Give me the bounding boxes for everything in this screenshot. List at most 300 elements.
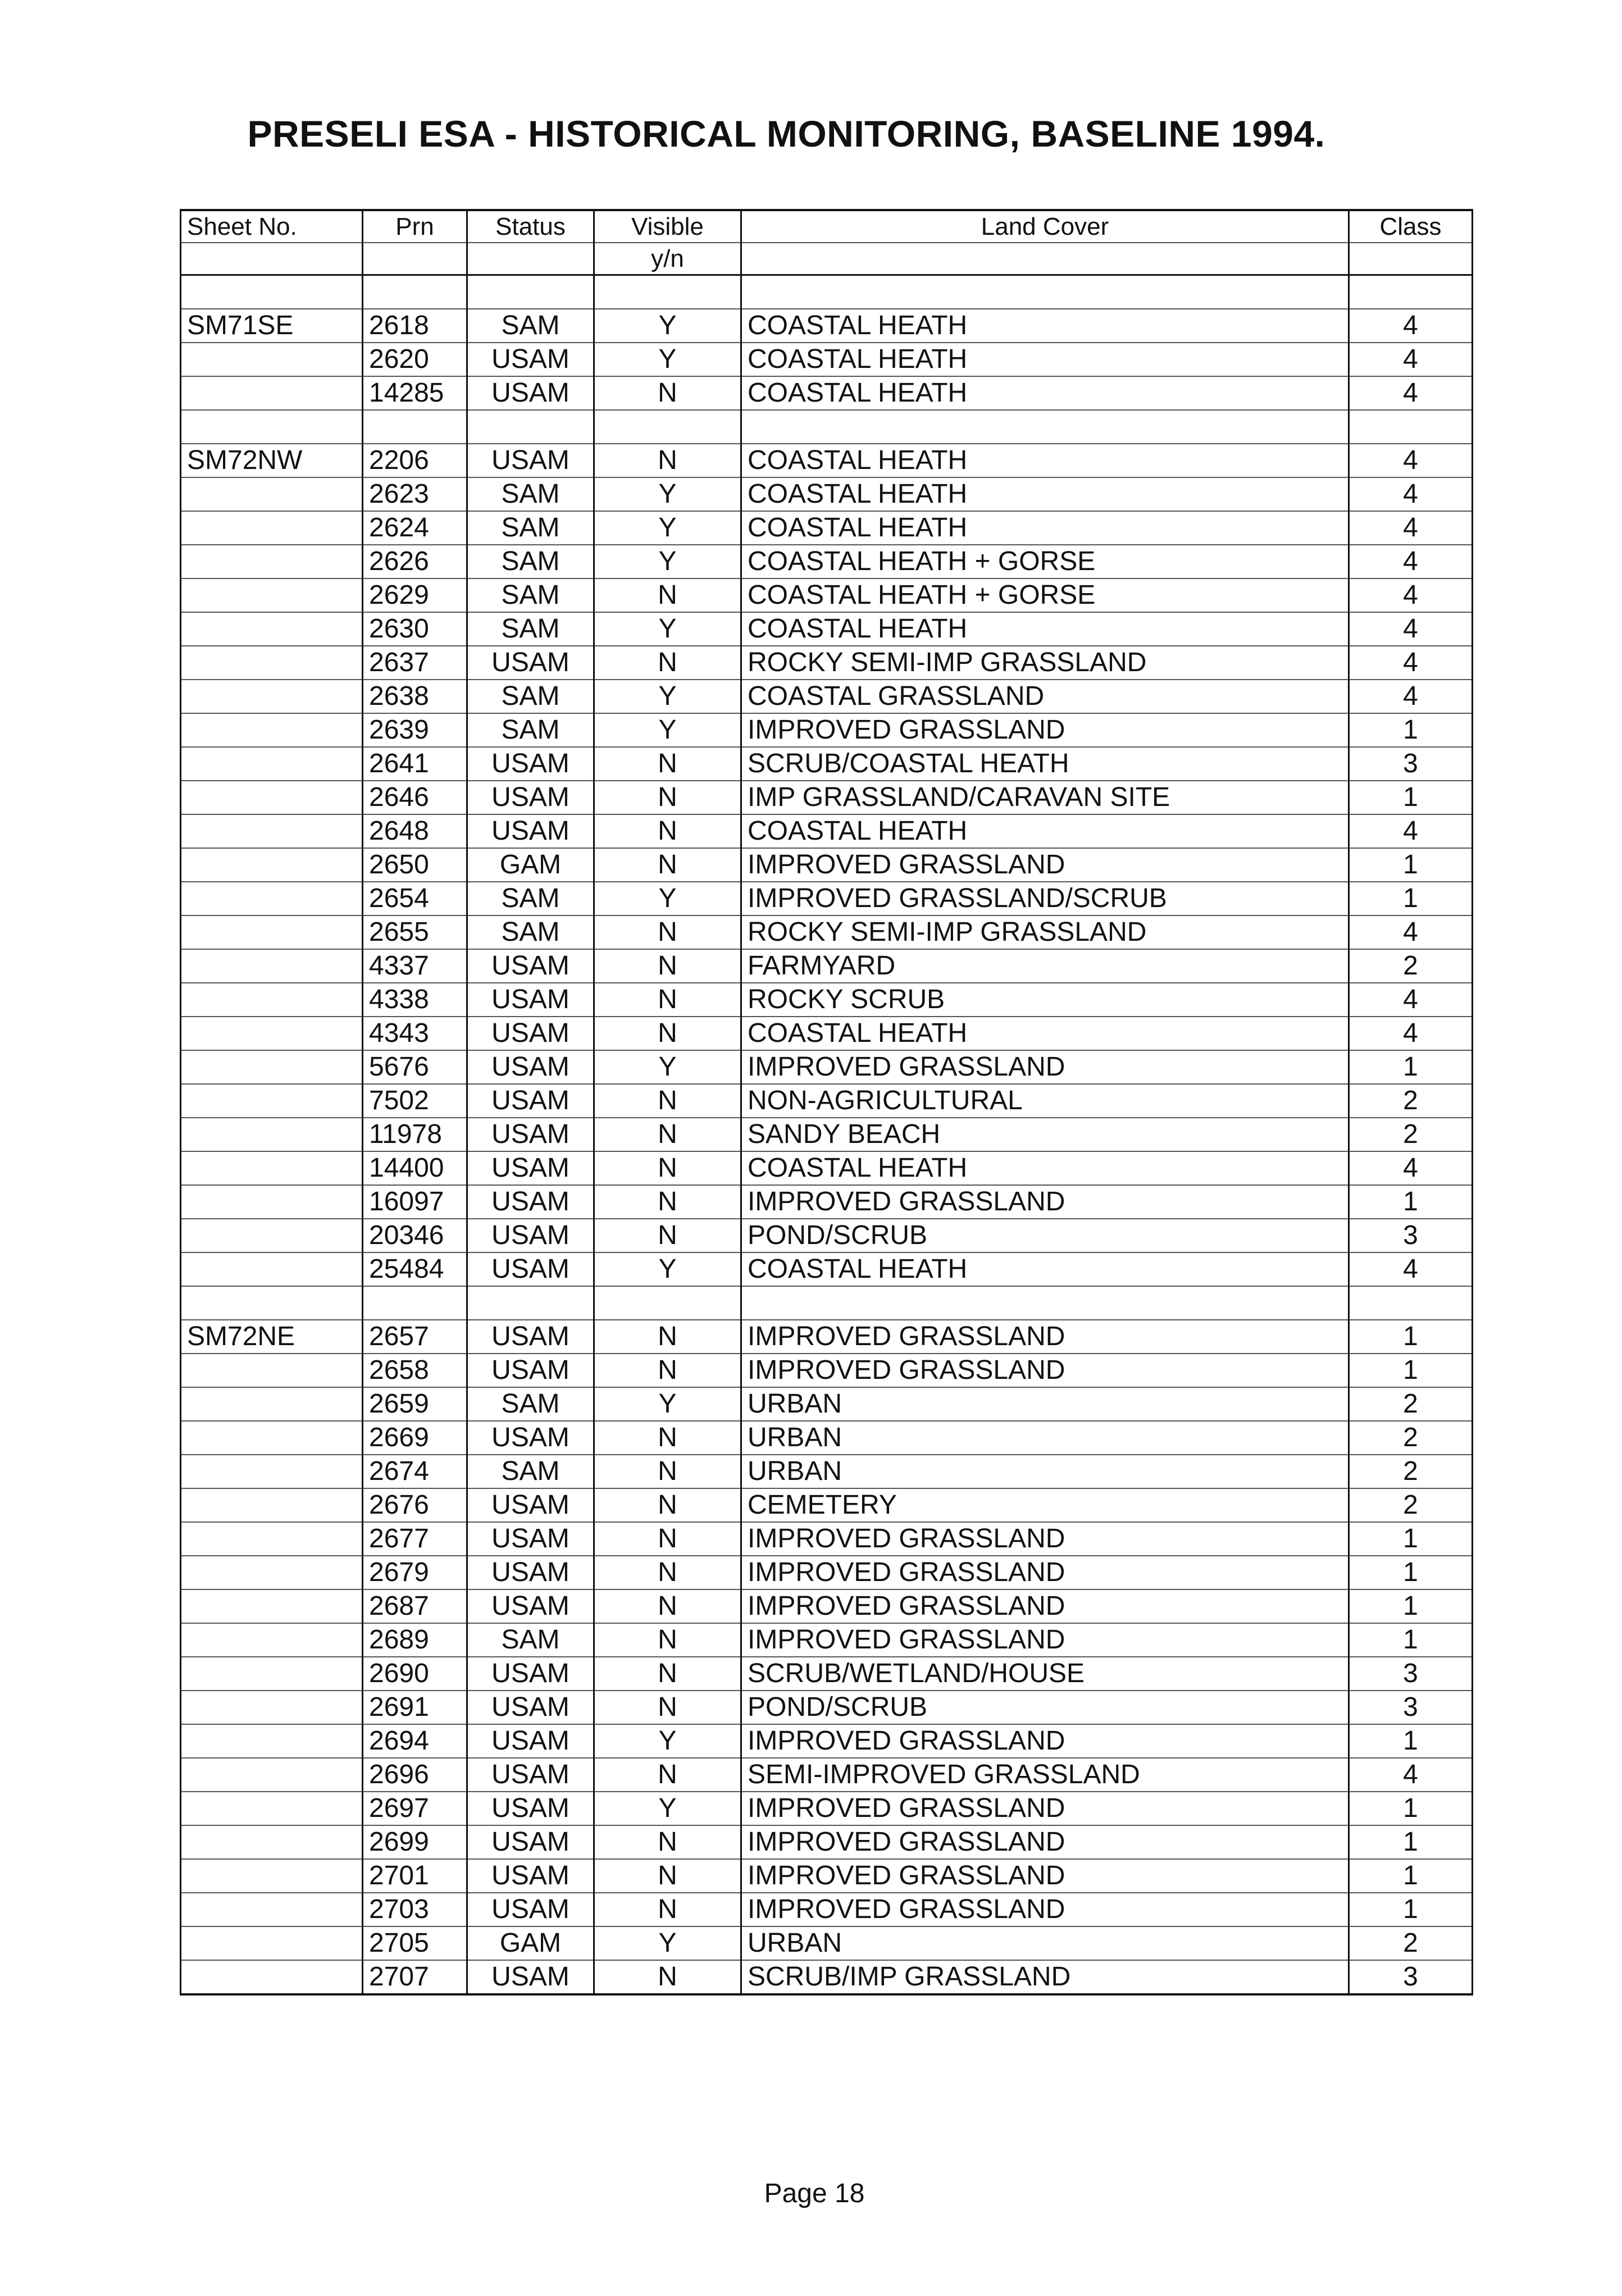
cell-status: USAM (467, 1589, 594, 1623)
cell-prn: 2703 (363, 1893, 467, 1926)
cell-land-cover: COASTAL HEATH (741, 343, 1349, 376)
table-row (181, 680, 1473, 713)
cell-land-cover: POND/SCRUB (741, 1691, 1349, 1724)
cell-status: USAM (467, 1084, 594, 1118)
cell-sheet-empty (181, 1926, 363, 1960)
cell-visible: N (594, 1691, 741, 1724)
cell-class: 2 (1349, 1421, 1473, 1455)
cell-land-cover: URBAN (741, 1421, 1349, 1455)
header-sub-empty (363, 243, 467, 275)
cell-prn: 2623 (363, 477, 467, 511)
cell-visible: N (594, 376, 741, 410)
cell-land-cover: COASTAL HEATH (741, 309, 1349, 343)
table-row (181, 1084, 1473, 1118)
cell-sheet-empty (181, 915, 363, 949)
cell-status: USAM (467, 949, 594, 983)
cell-status: SAM (467, 882, 594, 915)
cell-status: USAM (467, 1151, 594, 1185)
cell-class: 4 (1349, 578, 1473, 612)
cell-sheet-empty (181, 1758, 363, 1792)
cell-status: USAM (467, 1556, 594, 1589)
cell-class: 4 (1349, 983, 1473, 1017)
cell-sheet-no: SM71SE (181, 309, 363, 343)
spacer-row (181, 1286, 1473, 1320)
cell-land-cover: ROCKY SCRUB (741, 983, 1349, 1017)
cell-visible: N (594, 1556, 741, 1589)
table-row (181, 1893, 1473, 1926)
cell-visible: N (594, 1219, 741, 1252)
table-row (181, 1185, 1473, 1219)
header-visible: Visible (594, 210, 741, 243)
cell-prn: 2655 (363, 915, 467, 949)
cell-sheet-empty (181, 747, 363, 781)
cell-land-cover: ROCKY SEMI-IMP GRASSLAND (741, 646, 1349, 680)
cell-visible: N (594, 1859, 741, 1893)
header-sheet-no: Sheet No. (181, 210, 363, 243)
cell-visible: N (594, 1589, 741, 1623)
table-row (181, 343, 1473, 376)
cell-class: 2 (1349, 1084, 1473, 1118)
cell-class: 1 (1349, 1623, 1473, 1657)
cell-visible: N (594, 747, 741, 781)
cell-prn: 2637 (363, 646, 467, 680)
table-row (181, 713, 1473, 747)
cell-status: SAM (467, 612, 594, 646)
cell-prn: 25484 (363, 1252, 467, 1286)
cell-visible: Y (594, 1252, 741, 1286)
cell-sheet-empty (181, 545, 363, 578)
cell-class: 4 (1349, 646, 1473, 680)
header-prn: Prn (363, 210, 467, 243)
cell-land-cover: COASTAL HEATH (741, 1151, 1349, 1185)
cell-class: 1 (1349, 848, 1473, 882)
cell-class: 3 (1349, 747, 1473, 781)
table-row (181, 1657, 1473, 1691)
table-row (181, 1556, 1473, 1589)
cell-visible: N (594, 1185, 741, 1219)
cell-status: USAM (467, 1792, 594, 1825)
cell-sheet-empty (181, 1185, 363, 1219)
cell-class: 4 (1349, 1151, 1473, 1185)
cell-land-cover: IMPROVED GRASSLAND (741, 1320, 1349, 1354)
cell-sheet-empty (181, 983, 363, 1017)
spacer-cell (467, 410, 594, 444)
cell-land-cover: COASTAL HEATH (741, 814, 1349, 848)
table-row (181, 1488, 1473, 1522)
spacer-cell (594, 1286, 741, 1320)
cell-visible: N (594, 781, 741, 814)
cell-visible: Y (594, 309, 741, 343)
cell-status: USAM (467, 1320, 594, 1354)
cell-sheet-empty (181, 713, 363, 747)
cell-class: 1 (1349, 1724, 1473, 1758)
cell-prn: 2650 (363, 848, 467, 882)
spacer-cell (741, 275, 1349, 309)
cell-class: 2 (1349, 949, 1473, 983)
cell-class: 2 (1349, 1488, 1473, 1522)
cell-sheet-empty (181, 680, 363, 713)
table-row (181, 1825, 1473, 1859)
table-row (181, 511, 1473, 545)
cell-class: 1 (1349, 1893, 1473, 1926)
cell-visible: N (594, 578, 741, 612)
table-row (181, 1960, 1473, 1994)
table-row (181, 646, 1473, 680)
cell-prn: 2677 (363, 1522, 467, 1556)
cell-class: 4 (1349, 680, 1473, 713)
cell-sheet-empty (181, 1252, 363, 1286)
spacer-row (181, 410, 1473, 444)
cell-class: 4 (1349, 915, 1473, 949)
cell-land-cover: URBAN (741, 1387, 1349, 1421)
cell-visible: N (594, 1017, 741, 1050)
monitoring-table (180, 209, 1473, 1996)
table-row (181, 1151, 1473, 1185)
cell-land-cover: COASTAL HEATH (741, 612, 1349, 646)
cell-land-cover: NON-AGRICULTURAL (741, 1084, 1349, 1118)
cell-status: GAM (467, 1926, 594, 1960)
cell-prn: 2705 (363, 1926, 467, 1960)
spacer-cell (1349, 410, 1473, 444)
spacer-row (181, 275, 1473, 309)
cell-sheet-empty (181, 1421, 363, 1455)
cell-prn: 14285 (363, 376, 467, 410)
cell-class: 1 (1349, 1825, 1473, 1859)
cell-prn: 2646 (363, 781, 467, 814)
spacer-cell (741, 410, 1349, 444)
table-row (181, 1926, 1473, 1960)
cell-sheet-empty (181, 646, 363, 680)
header-class: Class (1349, 210, 1473, 243)
cell-visible: N (594, 1522, 741, 1556)
table-row (181, 612, 1473, 646)
cell-prn: 16097 (363, 1185, 467, 1219)
cell-sheet-empty (181, 612, 363, 646)
cell-sheet-empty (181, 1151, 363, 1185)
cell-sheet-empty (181, 1556, 363, 1589)
cell-prn: 4343 (363, 1017, 467, 1050)
cell-prn: 2624 (363, 511, 467, 545)
table-row (181, 1421, 1473, 1455)
cell-status: SAM (467, 915, 594, 949)
cell-visible: Y (594, 882, 741, 915)
cell-land-cover: IMPROVED GRASSLAND (741, 1185, 1349, 1219)
table-row (181, 814, 1473, 848)
cell-prn: 2674 (363, 1455, 467, 1488)
spacer-cell (594, 275, 741, 309)
table-row (181, 1691, 1473, 1724)
table-row (181, 578, 1473, 612)
cell-land-cover: IMP GRASSLAND/CARAVAN SITE (741, 781, 1349, 814)
cell-prn: 2697 (363, 1792, 467, 1825)
cell-sheet-empty (181, 1017, 363, 1050)
cell-status: USAM (467, 747, 594, 781)
cell-sheet-empty (181, 1219, 363, 1252)
cell-visible: N (594, 1455, 741, 1488)
cell-sheet-empty (181, 1859, 363, 1893)
cell-sheet-empty (181, 1960, 363, 1994)
cell-land-cover: SCRUB/WETLAND/HOUSE (741, 1657, 1349, 1691)
header-visible-sub: y/n (594, 243, 741, 275)
cell-land-cover: SCRUB/IMP GRASSLAND (741, 1960, 1349, 1994)
cell-prn: 20346 (363, 1219, 467, 1252)
cell-prn: 2626 (363, 545, 467, 578)
cell-land-cover: ROCKY SEMI-IMP GRASSLAND (741, 915, 1349, 949)
cell-status: USAM (467, 1657, 594, 1691)
cell-prn: 7502 (363, 1084, 467, 1118)
cell-land-cover: COASTAL HEATH (741, 1252, 1349, 1286)
cell-prn: 2639 (363, 713, 467, 747)
spacer-cell (181, 410, 363, 444)
cell-prn: 2641 (363, 747, 467, 781)
cell-status: SAM (467, 545, 594, 578)
cell-prn: 2629 (363, 578, 467, 612)
cell-status: GAM (467, 848, 594, 882)
table-row (181, 1792, 1473, 1825)
cell-status: SAM (467, 1387, 594, 1421)
cell-prn: 2658 (363, 1354, 467, 1387)
cell-status: USAM (467, 1724, 594, 1758)
table-row (181, 1724, 1473, 1758)
cell-land-cover: FARMYARD (741, 949, 1349, 983)
cell-land-cover: IMPROVED GRASSLAND (741, 1724, 1349, 1758)
cell-visible: N (594, 814, 741, 848)
cell-status: USAM (467, 814, 594, 848)
cell-class: 4 (1349, 343, 1473, 376)
cell-visible: N (594, 848, 741, 882)
cell-status: USAM (467, 646, 594, 680)
cell-visible: Y (594, 1724, 741, 1758)
cell-sheet-empty (181, 1623, 363, 1657)
cell-visible: N (594, 1657, 741, 1691)
cell-visible: N (594, 1488, 741, 1522)
spacer-cell (181, 275, 363, 309)
cell-land-cover: IMPROVED GRASSLAND (741, 1522, 1349, 1556)
cell-status: SAM (467, 713, 594, 747)
monitoring-table-container (180, 209, 1471, 1996)
cell-status: USAM (467, 1758, 594, 1792)
cell-status: USAM (467, 1522, 594, 1556)
cell-land-cover: IMPROVED GRASSLAND (741, 1050, 1349, 1084)
cell-prn: 2620 (363, 343, 467, 376)
table-row (181, 1455, 1473, 1488)
cell-visible: Y (594, 1387, 741, 1421)
table-row (181, 309, 1473, 343)
cell-visible: Y (594, 1050, 741, 1084)
cell-class: 2 (1349, 1455, 1473, 1488)
cell-class: 1 (1349, 781, 1473, 814)
spacer-cell (363, 1286, 467, 1320)
cell-prn: 2630 (363, 612, 467, 646)
table-row (181, 1219, 1473, 1252)
cell-land-cover: COASTAL HEATH + GORSE (741, 578, 1349, 612)
table-row (181, 848, 1473, 882)
cell-land-cover: URBAN (741, 1455, 1349, 1488)
cell-visible: Y (594, 1792, 741, 1825)
spacer-cell (1349, 275, 1473, 309)
cell-class: 3 (1349, 1691, 1473, 1724)
cell-status: SAM (467, 578, 594, 612)
cell-land-cover: IMPROVED GRASSLAND (741, 1623, 1349, 1657)
cell-visible: N (594, 949, 741, 983)
cell-land-cover: IMPROVED GRASSLAND (741, 713, 1349, 747)
cell-sheet-empty (181, 376, 363, 410)
cell-status: USAM (467, 1118, 594, 1151)
cell-land-cover: CEMETERY (741, 1488, 1349, 1522)
cell-sheet-empty (181, 1825, 363, 1859)
cell-land-cover: SANDY BEACH (741, 1118, 1349, 1151)
cell-sheet-empty (181, 1893, 363, 1926)
table-row (181, 376, 1473, 410)
cell-class: 1 (1349, 1859, 1473, 1893)
cell-prn: 5676 (363, 1050, 467, 1084)
cell-visible: N (594, 1151, 741, 1185)
table-row (181, 1320, 1473, 1354)
cell-visible: Y (594, 343, 741, 376)
table-row (181, 1522, 1473, 1556)
cell-class: 1 (1349, 1185, 1473, 1219)
table-row (181, 477, 1473, 511)
cell-class: 2 (1349, 1118, 1473, 1151)
cell-sheet-empty (181, 1724, 363, 1758)
cell-visible: Y (594, 477, 741, 511)
table-row (181, 983, 1473, 1017)
page-title: PRESELI ESA - HISTORICAL MONITORING, BASELINE 1994. (247, 113, 1325, 154)
cell-status: USAM (467, 1825, 594, 1859)
cell-sheet-empty (181, 1522, 363, 1556)
cell-sheet-empty (181, 1084, 363, 1118)
cell-prn: 2679 (363, 1556, 467, 1589)
cell-status: USAM (467, 1219, 594, 1252)
spacer-cell (363, 410, 467, 444)
table-row (181, 1354, 1473, 1387)
cell-prn: 2206 (363, 444, 467, 477)
cell-sheet-empty (181, 848, 363, 882)
cell-class: 1 (1349, 713, 1473, 747)
cell-class: 4 (1349, 1252, 1473, 1286)
cell-class: 1 (1349, 1556, 1473, 1589)
header-sub-empty (467, 243, 594, 275)
cell-land-cover: COASTAL HEATH (741, 511, 1349, 545)
cell-sheet-no: SM72NW (181, 444, 363, 477)
cell-sheet-empty (181, 511, 363, 545)
table-row (181, 1859, 1473, 1893)
cell-status: USAM (467, 444, 594, 477)
cell-class: 4 (1349, 477, 1473, 511)
cell-prn: 2654 (363, 882, 467, 915)
spacer-cell (363, 275, 467, 309)
cell-sheet-empty (181, 578, 363, 612)
spacer-cell (467, 1286, 594, 1320)
cell-class: 4 (1349, 612, 1473, 646)
cell-visible: Y (594, 612, 741, 646)
cell-class: 4 (1349, 309, 1473, 343)
cell-status: USAM (467, 376, 594, 410)
spacer-cell (594, 410, 741, 444)
cell-prn: 2648 (363, 814, 467, 848)
cell-land-cover: SEMI-IMPROVED GRASSLAND (741, 1758, 1349, 1792)
cell-prn: 2669 (363, 1421, 467, 1455)
cell-land-cover: URBAN (741, 1926, 1349, 1960)
cell-prn: 11978 (363, 1118, 467, 1151)
cell-status: USAM (467, 781, 594, 814)
cell-status: SAM (467, 309, 594, 343)
table-row (181, 882, 1473, 915)
cell-prn: 2699 (363, 1825, 467, 1859)
cell-sheet-empty (181, 1118, 363, 1151)
cell-prn: 2689 (363, 1623, 467, 1657)
cell-land-cover: COASTAL HEATH + GORSE (741, 545, 1349, 578)
cell-sheet-empty (181, 343, 363, 376)
cell-sheet-empty (181, 882, 363, 915)
cell-sheet-empty (181, 1455, 363, 1488)
cell-status: USAM (467, 343, 594, 376)
cell-status: SAM (467, 1623, 594, 1657)
cell-visible: N (594, 444, 741, 477)
cell-status: USAM (467, 1421, 594, 1455)
cell-status: USAM (467, 1960, 594, 1994)
cell-class: 1 (1349, 882, 1473, 915)
cell-class: 1 (1349, 1522, 1473, 1556)
spacer-cell (467, 275, 594, 309)
cell-sheet-empty (181, 781, 363, 814)
cell-class: 3 (1349, 1960, 1473, 1994)
table-row (181, 1252, 1473, 1286)
table-row (181, 1758, 1473, 1792)
cell-class: 4 (1349, 814, 1473, 848)
cell-class: 4 (1349, 376, 1473, 410)
table-row (181, 545, 1473, 578)
cell-status: SAM (467, 511, 594, 545)
spacer-cell (741, 1286, 1349, 1320)
cell-land-cover: IMPROVED GRASSLAND (741, 848, 1349, 882)
cell-prn: 2701 (363, 1859, 467, 1893)
cell-class: 3 (1349, 1219, 1473, 1252)
cell-sheet-empty (181, 1387, 363, 1421)
cell-class: 2 (1349, 1926, 1473, 1960)
header-subrow (181, 243, 1473, 275)
table-row (181, 1589, 1473, 1623)
cell-land-cover: IMPROVED GRASSLAND (741, 1556, 1349, 1589)
cell-status: SAM (467, 1455, 594, 1488)
cell-visible: N (594, 1960, 741, 1994)
cell-sheet-empty (181, 477, 363, 511)
cell-land-cover: IMPROVED GRASSLAND (741, 1893, 1349, 1926)
cell-class: 3 (1349, 1657, 1473, 1691)
cell-land-cover: IMPROVED GRASSLAND (741, 1354, 1349, 1387)
cell-status: USAM (467, 1488, 594, 1522)
cell-status: USAM (467, 1859, 594, 1893)
table-row (181, 1387, 1473, 1421)
cell-sheet-empty (181, 1657, 363, 1691)
cell-visible: N (594, 983, 741, 1017)
cell-prn: 2707 (363, 1960, 467, 1994)
cell-status: SAM (467, 477, 594, 511)
cell-class: 4 (1349, 1758, 1473, 1792)
header-sub-empty (741, 243, 1349, 275)
cell-sheet-empty (181, 814, 363, 848)
cell-status: USAM (467, 1252, 594, 1286)
cell-visible: N (594, 646, 741, 680)
cell-class: 1 (1349, 1320, 1473, 1354)
cell-status: USAM (467, 1354, 594, 1387)
cell-land-cover: COASTAL HEATH (741, 444, 1349, 477)
header-land-cover: Land Cover (741, 210, 1349, 243)
cell-land-cover: POND/SCRUB (741, 1219, 1349, 1252)
cell-visible: N (594, 1421, 741, 1455)
cell-visible: N (594, 1354, 741, 1387)
header-status: Status (467, 210, 594, 243)
